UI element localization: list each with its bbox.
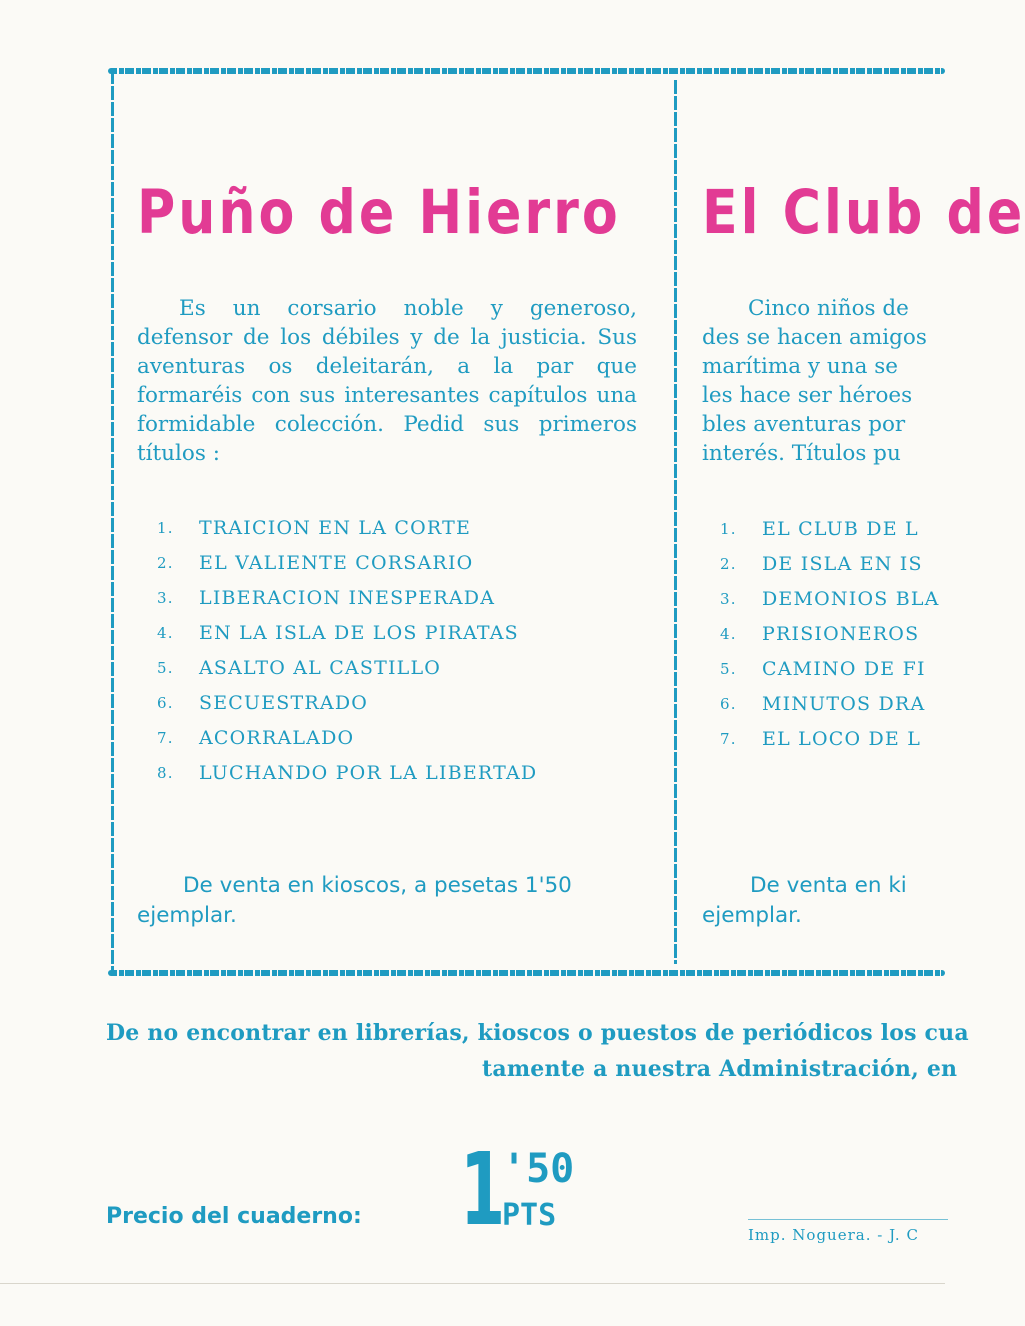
title-number: 6.	[720, 695, 737, 713]
title-text: CAMINO DE FI	[762, 658, 926, 680]
title-text: EL VALIENTE CORSARIO	[199, 552, 474, 574]
title-number: 4.	[720, 625, 737, 643]
price-label: Precio del cuaderno:	[106, 1204, 362, 1229]
right-column	[702, 86, 1025, 956]
right-description-line: les hace ser héroes	[702, 383, 913, 408]
title-number: 5.	[720, 660, 737, 678]
title-text: LUCHANDO POR LA LIBERTAD	[199, 762, 538, 784]
title-number: 3.	[157, 589, 174, 607]
right-sale-line1: De venta en ki	[750, 873, 907, 898]
title-text: TRAICION EN LA CORTE	[199, 517, 472, 539]
title-text: EL CLUB DE L	[762, 518, 919, 540]
title-text: EN LA ISLA DE LOS PIRATAS	[199, 622, 519, 644]
title-number: 6.	[157, 694, 174, 712]
price-cents: '50	[502, 1146, 575, 1192]
title-number: 3.	[720, 590, 737, 608]
price-unit: PTS	[502, 1198, 557, 1233]
right-description-line: interés. Títulos pu	[702, 441, 901, 466]
title-text: MINUTOS DRA	[762, 693, 926, 715]
left-sale-text: De venta en kioscos, a pesetas 1'50 ejemplar.	[137, 873, 572, 928]
right-description-line: des se hacen amigos	[702, 325, 927, 350]
title-text: ASALTO AL CASTILLO	[199, 657, 442, 679]
right-sale-line2: ejemplar.	[702, 903, 802, 928]
price-integer: 1	[460, 1131, 506, 1248]
title-number: 5.	[157, 659, 174, 677]
notice-line1: De no encontrar en librerías, kioscos o puestos de periódicos los cua	[106, 1020, 969, 1046]
title-text: DEMONIOS BLA	[762, 588, 940, 610]
title-text: ACORRALADO	[199, 727, 355, 749]
left-column-title: Puño de Hierro	[137, 176, 621, 248]
bottom-border	[108, 970, 945, 976]
title-text: LIBERACION INESPERADA	[199, 587, 496, 609]
title-number: 8.	[157, 764, 174, 782]
right-description-line: bles aventuras por	[702, 412, 906, 437]
right-column-title: El Club de	[702, 176, 1025, 248]
notice-line2: tamente a nuestra Administración, en	[482, 1056, 958, 1082]
title-number: 2.	[157, 554, 174, 572]
left-column-description: Es un corsario noble y generoso, defensor de los débiles y de la justicia. Sus aventuras os deleitarán, a la par que formaréis con sus interesantes capítulos una formidable colección. Pedid sus primeros títulos :	[137, 296, 637, 466]
imprint-rule	[748, 1219, 948, 1220]
title-number: 1.	[720, 520, 737, 538]
title-text: PRISIONEROS	[762, 623, 920, 645]
right-sale-text	[702, 871, 962, 931]
imprint: Imp. Noguera. - J. C	[748, 1226, 919, 1244]
left-border	[111, 70, 114, 974]
middle-border	[674, 80, 677, 964]
right-column-description	[702, 294, 962, 468]
right-description-line: Cinco niños de	[748, 296, 909, 321]
title-text: EL LOCO DE L	[762, 728, 922, 750]
top-border	[108, 68, 945, 74]
title-number: 7.	[720, 730, 737, 748]
title-number: 2.	[720, 555, 737, 573]
title-text: SECUESTRADO	[199, 692, 369, 714]
title-number: 7.	[157, 729, 174, 747]
right-description-line: marítima y una se	[702, 354, 898, 379]
title-number: 4.	[157, 624, 174, 642]
left-column	[137, 86, 647, 956]
page-bottom-rule	[0, 1283, 945, 1284]
title-text: DE ISLA EN IS	[762, 553, 923, 575]
title-number: 1.	[157, 519, 174, 537]
